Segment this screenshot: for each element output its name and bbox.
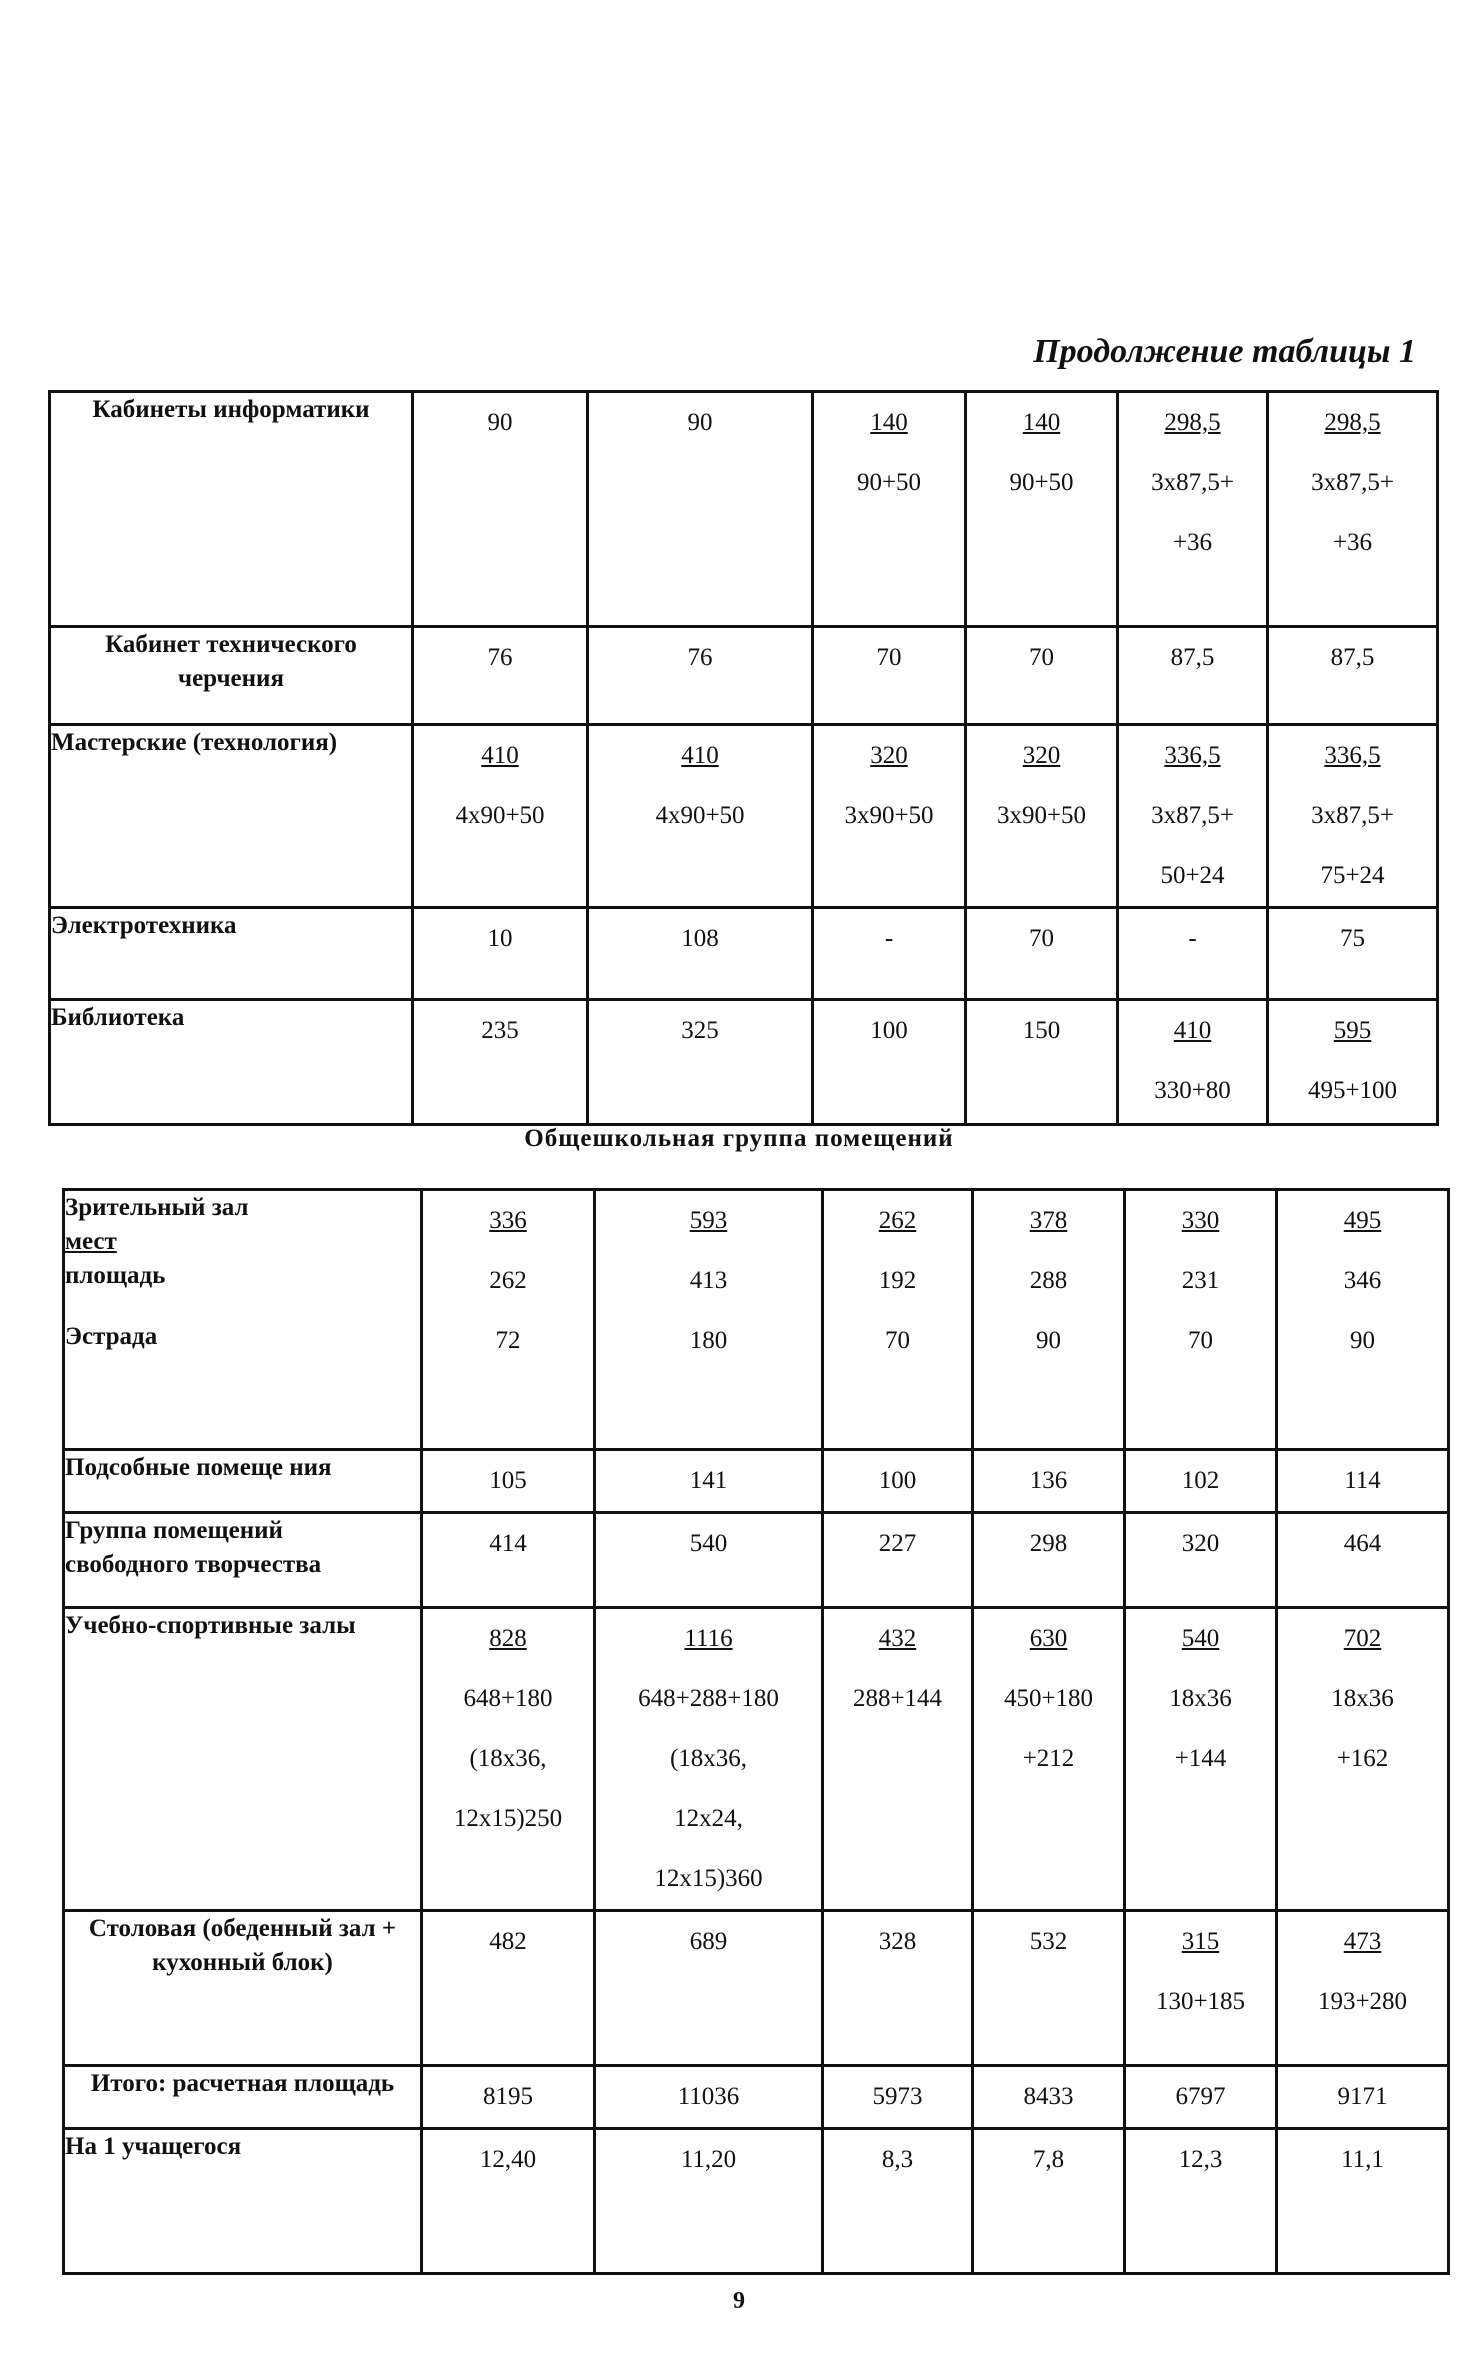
table-cell [1118, 627, 1268, 725]
row-label-line: Кабинеты информатики [92, 396, 370, 423]
cell-breakdown: 50+24 [1160, 862, 1225, 889]
cell-value: 315 [1181, 1928, 1220, 1955]
cell-value: - [884, 925, 894, 952]
table-cell [966, 1000, 1118, 1125]
cell-breakdown: 12х15)360 [654, 1865, 763, 1892]
table-cell [823, 2066, 973, 2129]
cell-breakdown: 3х87,5+ [1311, 802, 1394, 829]
cell-breakdown: +36 [1172, 529, 1213, 556]
table-cell [413, 392, 588, 627]
cell-value: 410 [481, 742, 519, 769]
cell-value: 87,5 [1330, 644, 1375, 671]
cell-value: 630 [1029, 1625, 1068, 1652]
cell-value: 320 [1022, 742, 1061, 769]
cell-breakdown: 413 [689, 1267, 728, 1294]
cell-value: 11036 [677, 2083, 740, 2110]
table-cell [422, 2129, 595, 2274]
row-label-line: На 1 учащегося [65, 2133, 242, 2160]
row-label [64, 2066, 422, 2129]
table-cell [823, 1911, 973, 2066]
row-label-line: Мастерские (технология) [51, 729, 338, 756]
cell-breakdown: 346 [1343, 1267, 1382, 1294]
cell-value: 8433 [1023, 2083, 1074, 2110]
cell-value: 298,5 [1164, 409, 1221, 436]
table-cell [413, 1000, 588, 1125]
cell-value: 1116 [684, 1625, 733, 1652]
cell-value: 12,40 [479, 2146, 537, 2173]
table-cell [973, 1608, 1125, 1911]
row-label-line: Итого: расчетная площадь [90, 2070, 395, 2097]
row-label [50, 725, 413, 908]
row-label-line: Столовая (обеденный зал + [88, 1915, 397, 1942]
table-row [64, 1450, 1449, 1513]
table-cell [1268, 725, 1438, 908]
cell-breakdown: 648+180 [463, 1685, 553, 1712]
table-cell [1277, 2129, 1449, 2274]
table-cell [413, 725, 588, 908]
table-row [50, 725, 1438, 908]
table-cell [1277, 1608, 1449, 1911]
row-label-line: Кабинет технического [105, 631, 357, 658]
row-label-line: площадь [65, 1261, 166, 1289]
cell-value: 140 [1022, 409, 1061, 436]
table-cell [1125, 2066, 1277, 2129]
table-cell [823, 1513, 973, 1608]
row-label [64, 1190, 422, 1450]
cell-value: 5973 [872, 2083, 923, 2110]
cell-value: 100 [878, 1467, 917, 1494]
cell-breakdown: 192 [878, 1267, 917, 1294]
cell-value: 11,20 [680, 2146, 737, 2173]
table-cell [823, 1608, 973, 1911]
cell-value: 7,8 [1032, 2146, 1065, 2173]
cell-breakdown: 4х90+50 [455, 802, 545, 829]
table-cell [1277, 2066, 1449, 2129]
cell-breakdown: 12х15)250 [453, 1805, 563, 1832]
cell-value: 76 [487, 644, 513, 671]
cell-value: - [1188, 925, 1197, 952]
table-cell [422, 1190, 595, 1450]
cell-value: 410 [1173, 1017, 1212, 1044]
cell-breakdown: 180 [689, 1327, 728, 1354]
table-cell [422, 1911, 595, 2066]
cell-value: 141 [689, 1467, 728, 1494]
cell-value: 320 [870, 742, 908, 769]
cell-value: 828 [489, 1625, 527, 1652]
cell-value: 105 [489, 1467, 527, 1494]
cell-breakdown: 72 [495, 1327, 521, 1354]
row-label-line: мест [65, 1227, 117, 1255]
table-cell [595, 1450, 823, 1513]
cell-value: 108 [681, 925, 719, 952]
table-cell [588, 908, 813, 1000]
table-cell [1277, 1190, 1449, 1450]
cell-value: 6797 [1175, 2083, 1226, 2110]
cell-breakdown: (18х36, [469, 1745, 547, 1772]
cell-breakdown: 288 [1029, 1267, 1068, 1294]
row-label-line: Эстрада [65, 1323, 158, 1351]
table-cell [1118, 1000, 1268, 1125]
cell-breakdown: 70 [1188, 1327, 1213, 1354]
cell-breakdown: 3х90+50 [844, 802, 934, 829]
cell-breakdown: 495+100 [1307, 1077, 1398, 1104]
cell-value: 593 [689, 1207, 728, 1234]
row-label-line: Библиотека [51, 1004, 185, 1031]
table-caption: Продолжение таблицы 1 [1033, 333, 1416, 370]
cell-value: 70 [876, 644, 902, 671]
table-row [50, 627, 1438, 725]
row-label-line: кухонный блок) [152, 1948, 333, 1976]
cell-value: 12,3 [1178, 2146, 1223, 2173]
cell-value: 114 [1344, 1467, 1381, 1494]
cell-value: 414 [489, 1530, 527, 1557]
cell-value: 464 [1343, 1530, 1382, 1557]
cell-breakdown: +212 [1022, 1745, 1075, 1772]
cell-value: 100 [870, 1017, 908, 1044]
row-label [50, 908, 413, 1000]
cell-value: 70 [1029, 644, 1054, 671]
table1-body [50, 392, 1438, 1125]
cell-value: 330 [1181, 1207, 1220, 1234]
table-cell [973, 1911, 1125, 2066]
rooms-table-part1 [48, 390, 1439, 1126]
cell-value: 102 [1181, 1467, 1220, 1494]
table-cell [973, 1450, 1125, 1513]
cell-breakdown: 450+180 [1003, 1685, 1094, 1712]
cell-value: 11,1 [1341, 2146, 1384, 2173]
cell-value: 136 [1029, 1467, 1068, 1494]
cell-value: 410 [681, 742, 719, 769]
table-cell [823, 1190, 973, 1450]
row-label-line: черчения [177, 664, 284, 692]
cell-value: 90 [687, 409, 713, 436]
cell-value: 328 [878, 1928, 917, 1955]
cell-value: 595 [1333, 1017, 1372, 1044]
cell-value: 298,5 [1324, 409, 1381, 436]
table-cell [813, 908, 966, 1000]
cell-value: 325 [681, 1017, 719, 1044]
cell-breakdown: 4х90+50 [655, 802, 745, 829]
row-label-line: свободного творчества [65, 1550, 322, 1578]
table-cell [1125, 1608, 1277, 1911]
cell-value: 150 [1022, 1017, 1061, 1044]
page-number: 9 [733, 2288, 745, 2314]
table-cell [823, 2129, 973, 2274]
row-label [50, 392, 413, 627]
table-row [50, 1000, 1438, 1125]
table-cell [595, 1911, 823, 2066]
cell-value: 140 [870, 409, 908, 436]
table-row [64, 2066, 1449, 2129]
table-cell [595, 2066, 823, 2129]
cell-value: 689 [689, 1928, 728, 1955]
table-cell [973, 1190, 1125, 1450]
cell-breakdown: 70 [885, 1327, 910, 1354]
row-label-line: Учебно-спортивные залы [65, 1612, 356, 1639]
table-cell [1268, 627, 1438, 725]
table-cell [1268, 1000, 1438, 1125]
cell-value: 336,5 [1324, 742, 1381, 769]
cell-value: 495 [1343, 1207, 1382, 1234]
cell-breakdown: 90+50 [856, 469, 922, 496]
cell-value: 262 [878, 1207, 917, 1234]
row-label [64, 1911, 422, 2066]
table-cell [966, 392, 1118, 627]
rooms-table-part2 [62, 1188, 1450, 2275]
table-cell [413, 627, 588, 725]
table-cell [973, 1513, 1125, 1608]
row-label-line: Зрительный зал [65, 1194, 249, 1221]
table-cell [813, 1000, 966, 1125]
cell-value: 473 [1343, 1928, 1382, 1955]
table-cell [595, 1608, 823, 1911]
cell-breakdown: 18х36 [1169, 1685, 1232, 1712]
table-cell [413, 908, 588, 1000]
table-cell [595, 1190, 823, 1450]
table-cell [422, 1450, 595, 1513]
cell-value: 10 [487, 925, 513, 952]
cell-breakdown: 648+288+180 [638, 1685, 779, 1712]
cell-breakdown: 3х87,5+ [1311, 469, 1394, 496]
cell-value: 540 [689, 1530, 728, 1557]
row-label-line: Подсобные помеще ния [65, 1454, 332, 1481]
table-cell [1268, 908, 1438, 1000]
table-cell [1118, 908, 1268, 1000]
table-cell [1125, 1911, 1277, 2066]
table-row [64, 1190, 1449, 1450]
cell-value: 9171 [1337, 2083, 1388, 2110]
table-row [64, 1608, 1449, 1911]
cell-value: 298 [1029, 1530, 1068, 1557]
row-label-line [65, 1292, 420, 1320]
table-cell [595, 2129, 823, 2274]
cell-breakdown: 288+144 [852, 1685, 943, 1712]
cell-breakdown: 3х87,5+ [1151, 469, 1234, 496]
table-cell [1277, 1911, 1449, 2066]
cell-breakdown: 3х90+50 [996, 802, 1087, 829]
cell-value: 320 [1181, 1530, 1220, 1557]
table-cell [973, 2129, 1125, 2274]
table-row [64, 1911, 1449, 2066]
row-label [50, 1000, 413, 1125]
table-cell [1125, 2129, 1277, 2274]
cell-value: 75 [1340, 925, 1365, 952]
cell-breakdown: +36 [1332, 529, 1373, 556]
cell-value: 336,5 [1164, 742, 1221, 769]
table-cell [813, 725, 966, 908]
cell-breakdown: 130+185 [1155, 1988, 1246, 2015]
table-cell [422, 2066, 595, 2129]
table-cell [1277, 1450, 1449, 1513]
cell-value: 87,5 [1170, 644, 1215, 671]
table-cell [1118, 392, 1268, 627]
cell-breakdown: (18х36, [669, 1745, 748, 1772]
section-title: Общешкольная группа помещений [524, 1125, 954, 1152]
cell-value: 76 [687, 644, 713, 671]
table-cell [813, 392, 966, 627]
cell-breakdown: 193+280 [1317, 1988, 1408, 2015]
table-cell [1277, 1513, 1449, 1608]
cell-breakdown: 12х24, [674, 1805, 743, 1832]
cell-value: 336 [489, 1207, 527, 1234]
table-cell [823, 1450, 973, 1513]
row-label [64, 2129, 422, 2274]
cell-value: 540 [1181, 1625, 1220, 1652]
cell-value: 8,3 [881, 2146, 914, 2173]
row-label [50, 627, 413, 725]
cell-breakdown: 90+50 [1009, 469, 1074, 496]
table-cell [422, 1608, 595, 1911]
cell-value: 235 [481, 1017, 519, 1044]
table2-body [64, 1190, 1449, 2274]
table-cell [813, 627, 966, 725]
table-cell [588, 392, 813, 627]
row-label [64, 1608, 422, 1911]
table-row [50, 392, 1438, 627]
table-cell [966, 627, 1118, 725]
cell-breakdown: +162 [1336, 1745, 1389, 1772]
cell-breakdown: 75+24 [1320, 862, 1385, 889]
table-cell [966, 725, 1118, 908]
cell-breakdown: 90 [1036, 1327, 1061, 1354]
cell-value: 227 [878, 1530, 917, 1557]
table-cell [1125, 1190, 1277, 1450]
table-row [50, 908, 1438, 1000]
cell-breakdown: 330+80 [1154, 1077, 1231, 1104]
row-label [64, 1513, 422, 1608]
cell-value: 532 [1029, 1928, 1068, 1955]
table-cell [966, 908, 1118, 1000]
table-cell [588, 1000, 813, 1125]
table-row [64, 2129, 1449, 2274]
table-cell [588, 627, 813, 725]
table-cell [422, 1513, 595, 1608]
cell-value: 432 [878, 1625, 917, 1652]
row-label-line: Группа помещений [65, 1517, 283, 1544]
table-row [64, 1513, 1449, 1608]
cell-breakdown: +144 [1174, 1745, 1227, 1772]
table-cell [1118, 725, 1268, 908]
row-label [64, 1450, 422, 1513]
cell-breakdown: 90 [1350, 1327, 1375, 1354]
table-cell [973, 2066, 1125, 2129]
cell-value: 8195 [483, 2083, 533, 2110]
table-cell [1125, 1450, 1277, 1513]
table-cell [1125, 1513, 1277, 1608]
table-cell [595, 1513, 823, 1608]
cell-value: 90 [487, 409, 513, 436]
table-cell [1268, 392, 1438, 627]
cell-breakdown: 262 [489, 1267, 527, 1294]
cell-value: 482 [489, 1928, 527, 1955]
cell-value: 378 [1029, 1207, 1068, 1234]
row-label-line: Электротехника [51, 912, 237, 939]
cell-breakdown: 3х87,5+ [1151, 802, 1234, 829]
cell-breakdown: 231 [1181, 1267, 1220, 1294]
cell-value: 70 [1029, 925, 1054, 952]
table-cell [588, 725, 813, 908]
cell-breakdown: 18х36 [1331, 1685, 1394, 1712]
cell-value: 702 [1343, 1625, 1382, 1652]
